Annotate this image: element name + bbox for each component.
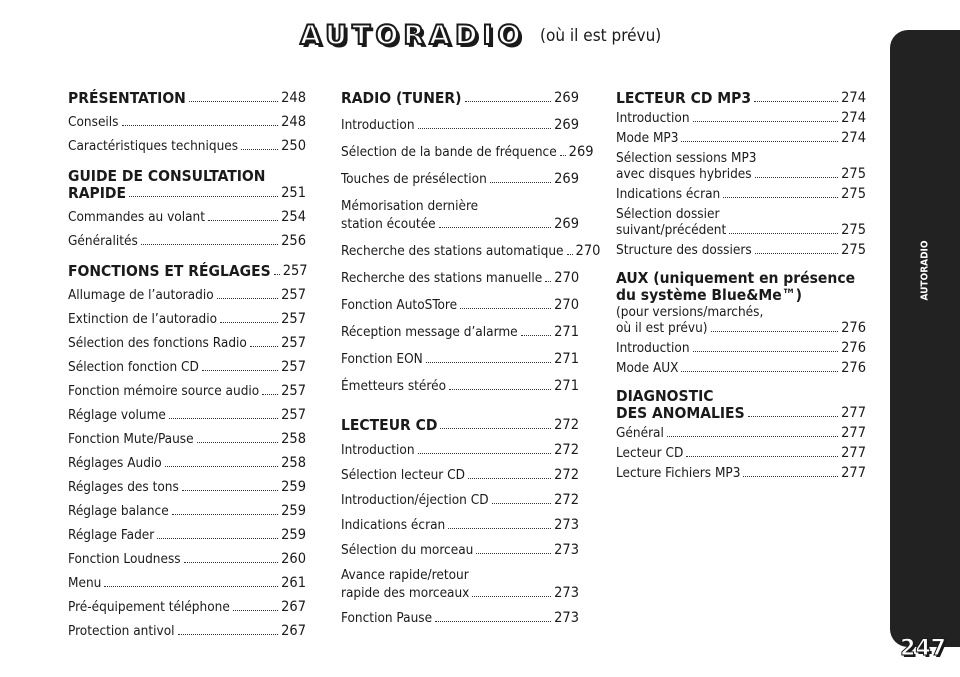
toc-entry-page: 276 — [841, 340, 866, 356]
page-header — [300, 20, 661, 51]
toc-entry-page: 256 — [281, 233, 306, 249]
toc-entry-page: 271 — [554, 324, 579, 340]
toc-entry — [68, 431, 306, 447]
toc-entry-text: Introduction — [616, 110, 690, 126]
toc-entry — [341, 243, 601, 259]
toc-entry-text: Sélection de la bande de fréquence — [341, 144, 557, 160]
toc-entry-text: Réglages Audio — [68, 455, 162, 471]
toc-entry-text: PRÉSENTATION — [68, 89, 186, 107]
toc-entry-text: Conseils — [68, 114, 119, 130]
toc-entry-text: station écoutée — [341, 216, 436, 232]
toc-entry-text: Lecteur CD — [616, 445, 684, 461]
toc-entry-page: 277 — [841, 445, 866, 461]
toc-column-3 — [616, 90, 866, 481]
toc-entry-page: 277 — [841, 465, 866, 481]
toc-entry-line: (pour versions/marchés, — [616, 304, 764, 320]
toc-entry-page: 272 — [554, 442, 579, 458]
toc-entry-text: Touches de présélection — [341, 171, 487, 187]
toc-entry-page: 274 — [841, 90, 866, 106]
toc-entry — [68, 599, 306, 615]
toc-entry — [616, 186, 866, 202]
toc-entry — [341, 417, 579, 433]
toc-entry-page: 276 — [841, 320, 866, 336]
toc-entry-text: Menu — [68, 575, 102, 591]
toc-entry-text: Introduction/éjection CD — [341, 492, 489, 508]
toc-entry-text: Fonction mémoire source audio — [68, 383, 260, 399]
toc-entry — [68, 527, 306, 543]
toc-entry-text: Sélection du morceau — [341, 542, 474, 558]
toc-entry — [341, 270, 579, 286]
toc-entry-page: 251 — [281, 185, 306, 201]
toc-entry-page: 270 — [554, 270, 580, 286]
toc-entry — [616, 465, 866, 481]
toc-entry — [341, 171, 579, 187]
toc-entry-page: 259 — [281, 527, 306, 543]
toc-entry — [616, 388, 866, 421]
toc-entry-page: 267 — [281, 599, 306, 615]
toc-entry-page: 257 — [281, 287, 306, 303]
toc-entry-page: 257 — [281, 407, 306, 423]
toc-entry-page: 261 — [281, 575, 306, 591]
toc-entry-page: 272 — [554, 417, 579, 433]
toc-entry — [341, 351, 579, 367]
toc-entry — [616, 360, 866, 376]
side-tab-label: AUTORADIO — [919, 240, 931, 301]
toc-entry-text: Introduction — [341, 117, 415, 133]
toc-entry — [68, 623, 306, 639]
toc-entry-page: 250 — [281, 138, 306, 154]
toc-entry — [616, 242, 866, 258]
toc-entry-page: 259 — [281, 503, 306, 519]
toc-entry-text: Commandes au volant — [68, 209, 205, 225]
toc-entry-page: 248 — [281, 90, 306, 106]
toc-entry-page: 254 — [281, 209, 306, 225]
toc-entry-text: RADIO (TUNER) — [341, 89, 462, 107]
page-number: 247 — [900, 636, 946, 661]
toc-entry-page: 271 — [554, 378, 579, 394]
toc-entry-text: Généralités — [68, 233, 138, 249]
toc-entry — [341, 324, 579, 340]
toc-entry — [68, 311, 306, 327]
toc-entry-text: Indications écran — [616, 186, 721, 202]
toc-entry-page: 277 — [841, 425, 866, 441]
toc-entry — [341, 567, 579, 601]
toc-entry-text: Introduction — [341, 442, 415, 458]
toc-entry-text: Caractéristiques techniques — [68, 138, 239, 154]
toc-entry-page: 272 — [554, 467, 579, 483]
toc-entry-page: 270 — [554, 297, 579, 313]
toc-entry-page: 272 — [554, 492, 579, 508]
toc-entry-text: Fonction Mute/Pause — [68, 431, 194, 447]
toc-entry — [616, 206, 866, 238]
toc-entry-page: 273 — [554, 585, 579, 601]
toc-entry-page: 275 — [841, 186, 866, 202]
toc-entry-text: Général — [616, 425, 664, 441]
toc-entry-page: 259 — [281, 479, 306, 495]
toc-entry — [341, 90, 579, 106]
toc-entry — [341, 517, 579, 533]
toc-entry — [68, 383, 306, 399]
toc-entry — [616, 270, 866, 336]
toc-entry-text: Réglage volume — [68, 407, 166, 423]
toc-entry-text: Indications écran — [341, 517, 446, 533]
toc-entry-text: Introduction — [616, 340, 690, 356]
toc-entry-text: Protection antivol — [68, 623, 175, 639]
toc-entry-page: 275 — [841, 166, 866, 182]
toc-entry-page: 269 — [554, 117, 579, 133]
toc-entry — [616, 425, 866, 441]
toc-entry-page: 269 — [554, 171, 579, 187]
toc-entry-page: 275 — [841, 222, 866, 238]
toc-entry-text: Sélection lecteur CD — [341, 467, 465, 483]
toc-entry-text: Réglages des tons — [68, 479, 179, 495]
toc-entry — [68, 407, 306, 423]
toc-entry — [68, 114, 306, 130]
toc-entry-page: 248 — [281, 114, 306, 130]
toc-entry-text: FONCTIONS ET RÉGLAGES — [68, 262, 271, 280]
toc-entry-line: Sélection dossier — [616, 206, 720, 222]
toc-entry-page: 277 — [841, 405, 866, 421]
toc-entry — [68, 479, 306, 495]
toc-entry-line: Mémorisation dernière — [341, 198, 479, 214]
toc-entry — [68, 168, 306, 201]
toc-entry-text: LECTEUR CD — [341, 416, 438, 434]
toc-entry-text: Sélection des fonctions Radio — [68, 335, 247, 351]
toc-entry-page: 257 — [281, 335, 306, 351]
page-subtitle: (où il est prévu) — [540, 26, 662, 46]
toc-entry-text: Recherche des stations manuelle — [341, 270, 543, 286]
toc-entry-line: Sélection sessions MP3 — [616, 150, 757, 166]
toc-entry-text: Recherche des stations automatique — [341, 243, 564, 259]
toc-entry — [616, 130, 866, 146]
toc-entry-page: 273 — [554, 517, 579, 533]
toc-entry-text: Structure des dossiers — [616, 242, 752, 258]
toc-entry — [68, 335, 306, 351]
toc-entry-text: Sélection fonction CD — [68, 359, 199, 375]
toc-entry-page: 274 — [841, 130, 866, 146]
toc-entry-text: suivant/précédent — [616, 222, 727, 238]
toc-entry — [68, 138, 306, 154]
toc-entry-text: Réglage balance — [68, 503, 169, 519]
toc-entry — [68, 90, 306, 106]
toc-entry — [68, 209, 306, 225]
toc-entry-page: 276 — [841, 360, 866, 376]
toc-entry — [616, 445, 866, 461]
toc-entry-page: 274 — [841, 110, 866, 126]
toc-entry-text: DES ANOMALIES — [616, 404, 745, 422]
toc-entry-line: AUX (uniquement en présence — [616, 269, 856, 287]
toc-entry-text: Fonction Pause — [341, 610, 433, 626]
toc-entry — [341, 198, 579, 232]
toc-entry-line: DIAGNOSTIC — [616, 387, 714, 405]
page-title: AUTORADIO — [300, 20, 526, 51]
toc-column-2 — [341, 89, 601, 626]
toc-entry-line: du système Blue&Me™) — [616, 286, 803, 304]
toc-entry-text: Émetteurs stéréo — [341, 378, 447, 394]
toc-entry-page: 267 — [281, 623, 306, 639]
toc-entry-text: Fonction EON — [341, 351, 423, 367]
toc-entry-text: Lecture Fichiers MP3 — [616, 465, 741, 481]
toc-entry — [68, 233, 306, 249]
toc-entry-text: Mode AUX — [616, 360, 679, 376]
side-tab — [890, 30, 960, 647]
toc-entry — [68, 263, 306, 279]
toc-entry-text: Réglage Fader — [68, 527, 155, 543]
toc-entry-text: Fonction AutoSTore — [341, 297, 458, 313]
toc-entry-text: Pré-équipement téléphone — [68, 599, 230, 615]
toc-entry-page: 269 — [568, 144, 594, 160]
toc-entry — [616, 90, 866, 106]
toc-entry-page: 257 — [281, 359, 306, 375]
toc-entry-page: 270 — [575, 243, 601, 259]
toc-entry — [68, 287, 306, 303]
toc-entry — [616, 150, 866, 182]
toc-entry — [341, 467, 579, 483]
toc-entry-text: rapide des morceaux — [341, 585, 470, 601]
toc-entry — [68, 503, 306, 519]
toc-entry-text: où il est prévu) — [616, 320, 708, 336]
toc-entry — [68, 359, 306, 375]
toc-entry-page: 275 — [841, 242, 866, 258]
toc-entry-text: Allumage de l’autoradio — [68, 287, 214, 303]
toc-entry — [341, 442, 579, 458]
toc-entry-line: GUIDE DE CONSULTATION — [68, 167, 266, 185]
toc-entry — [341, 117, 579, 133]
toc-entry — [341, 144, 594, 160]
toc-entry — [341, 542, 579, 558]
toc-entry-text: RAPIDE — [68, 184, 127, 202]
toc-entry — [341, 378, 579, 394]
toc-entry-page: 260 — [281, 551, 306, 567]
toc-entry-page: 269 — [554, 216, 579, 232]
toc-entry-page: 258 — [281, 455, 306, 471]
toc-entry-page: 257 — [281, 383, 306, 399]
toc-entry-text: avec disques hybrides — [616, 166, 752, 182]
toc-entry — [68, 455, 306, 471]
toc-entry — [68, 551, 306, 567]
toc-entry-page: 257 — [282, 263, 308, 279]
toc-entry — [341, 610, 579, 626]
toc-entry — [341, 297, 579, 313]
toc-entry — [616, 110, 866, 126]
toc-entry — [341, 492, 579, 508]
toc-entry-text: Mode MP3 — [616, 130, 679, 146]
toc-entry-page: 257 — [281, 311, 306, 327]
toc-entry-text: Extinction de l’autoradio — [68, 311, 218, 327]
toc-entry-page: 258 — [281, 431, 306, 447]
toc-entry-page: 269 — [554, 90, 579, 106]
toc-entry — [68, 575, 306, 591]
toc-entry-text: Fonction Loudness — [68, 551, 181, 567]
toc-column-1 — [68, 90, 306, 639]
toc-entry-line: Avance rapide/retour — [341, 567, 469, 583]
toc-entry-page: 273 — [554, 610, 579, 626]
toc-entry-text: LECTEUR CD MP3 — [616, 89, 752, 107]
toc-entry-page: 271 — [554, 351, 579, 367]
toc-entry — [616, 340, 866, 356]
toc-entry-page: 273 — [554, 542, 579, 558]
toc-entry-text: Réception message d’alarme — [341, 324, 518, 340]
